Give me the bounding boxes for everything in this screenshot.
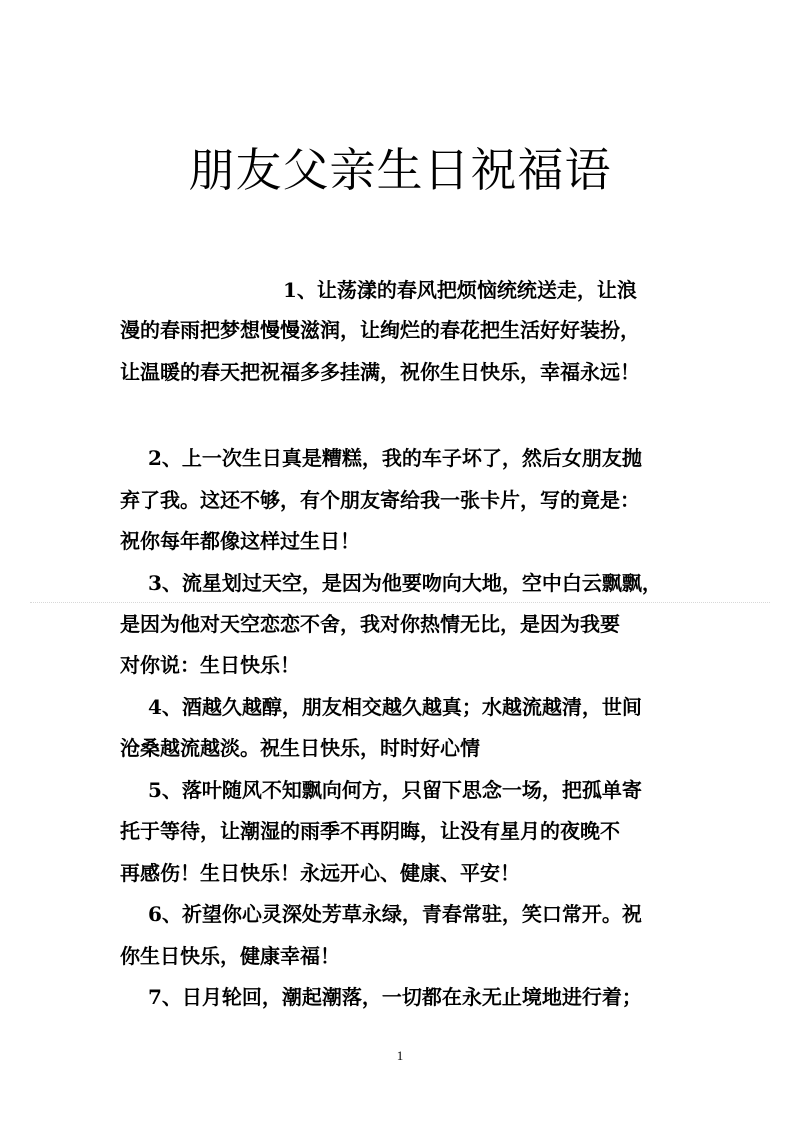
text-line: 祝你每年都像这样过生日！ [120, 529, 360, 553]
text-line: 4、酒越久越醇，朋友相交越久越真；水越流越清，世间 [148, 695, 642, 719]
text-line: 再感伤！生日快乐！永远开心、健康、平安！ [120, 861, 520, 885]
page-title: 朋友父亲生日祝福语 [188, 143, 612, 197]
text-line: 3、流星划过天空，是因为他要吻向大地，空中白云飘飘， [148, 571, 662, 595]
page-number: 1 [396, 1048, 404, 1063]
text-line: 让温暖的春天把祝福多多挂满，祝你生日快乐，幸福永远！ [120, 360, 640, 384]
text-line: 对你说：生日快乐！ [120, 653, 300, 677]
text-line: 漫的春雨把梦想慢慢滋润，让绚烂的春花把生活好好装扮， [120, 318, 640, 342]
text-line: 沧桑越流越淡。祝生日快乐，时时好心情 [120, 736, 480, 760]
text-line: 托于等待，让潮湿的雨季不再阴晦，让没有星月的夜晚不 [120, 819, 620, 843]
text-line: 5、落叶随风不知飘向何方，只留下思念一场，把孤单寄 [148, 778, 642, 802]
text-line: 2、上一次生日真是糟糕，我的车子坏了，然后女朋友抛 [148, 446, 642, 470]
text-line: 7、日月轮回，潮起潮落，一切都在永无止境地进行着； [148, 985, 642, 1009]
dotted-divider [30, 602, 770, 603]
text-line: 1、让荡漾的春风把烦恼统统送走，让浪 [283, 278, 637, 302]
text-line: 是因为他对天空恋恋不舍，我对你热情无比，是因为我要 [120, 612, 620, 636]
text-line: 你生日快乐，健康幸福！ [120, 944, 340, 968]
text-line: 6、祈望你心灵深处芳草永绿，青春常驻，笑口常开。祝 [148, 902, 642, 926]
text-line: 弃了我。这还不够，有个朋友寄给我一张卡片，写的竟是： [120, 488, 640, 512]
